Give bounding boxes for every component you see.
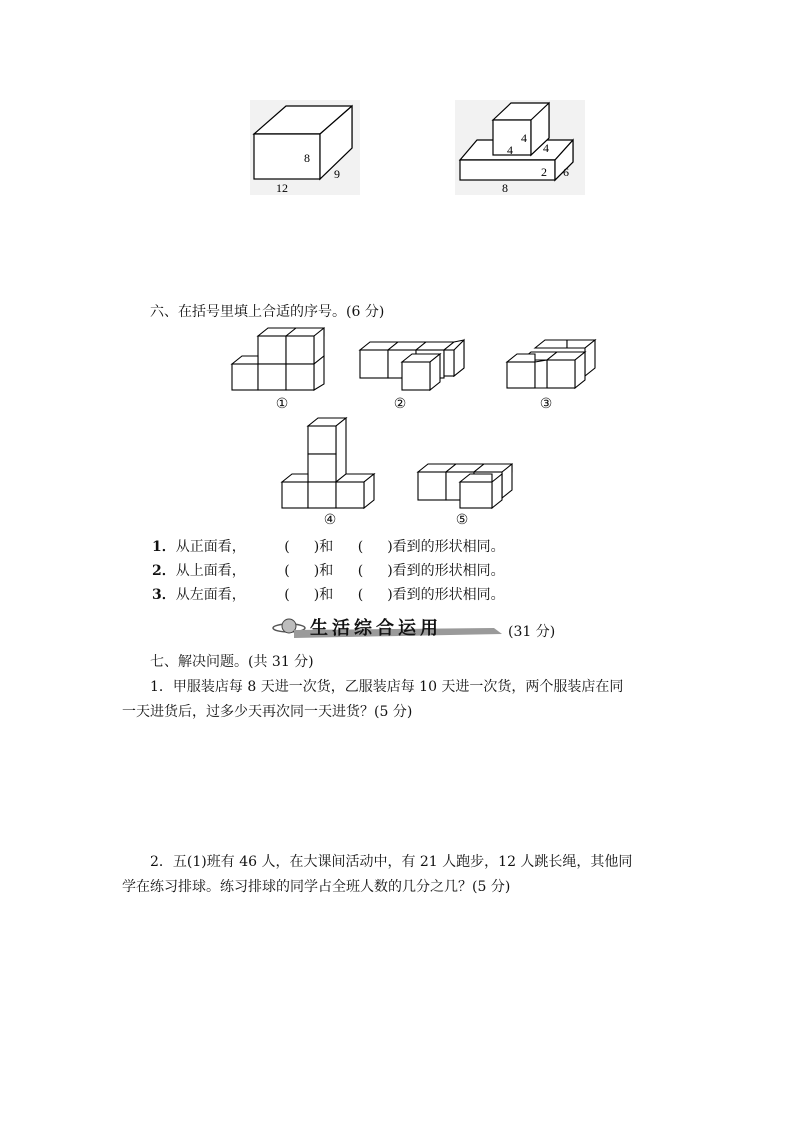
cuboid-figure	[250, 100, 360, 195]
figure-label-2: ②	[393, 396, 407, 412]
cube-figure-5	[416, 462, 514, 510]
cube-figure-1	[230, 326, 326, 392]
banner-title: 生活综合运用	[310, 618, 442, 639]
top-cube-width-label: 4	[507, 143, 513, 157]
cuboid-length-label: 12	[276, 181, 288, 195]
banner-score: (31 分)	[508, 624, 556, 640]
section6-heading: 六、在括号里填上合适的序号。(6 分)	[150, 304, 385, 320]
problem-1-line2: 一天进货后，过多少天再次同一天进货？(5 分)	[122, 704, 413, 720]
cuboid-height-label: 8	[304, 151, 310, 165]
top-cube-depth-label: 4	[543, 141, 549, 155]
cube-figure-2	[358, 338, 466, 392]
cube-figure-4	[280, 416, 378, 510]
problem-1-line1: 1．甲服装店每 8 天进一次货，乙服装店每 10 天进一次货，两个服装店在同	[150, 679, 624, 695]
base-height-label: 2	[541, 165, 547, 179]
question-row: 2．从上面看， ( )和 ( )看到的形状相同。	[152, 563, 505, 579]
section7-heading: 七、解决问题。(共 31 分)	[150, 654, 314, 670]
problem-2-line2: 学在练习排球。练习排球的同学占全班人数的几分之几？(5 分)	[122, 879, 511, 895]
cube-figure-3	[505, 338, 597, 392]
figure-label-5: ⑤	[455, 512, 469, 528]
figure-label-3: ③	[539, 396, 553, 412]
cuboid-width-label: 9	[334, 167, 340, 181]
figure-label-1: ①	[275, 396, 289, 412]
base-length-label: 8	[502, 181, 508, 195]
top-cube-height-label: 4	[521, 131, 527, 145]
section-banner	[272, 614, 512, 642]
base-depth-label: 6	[563, 165, 569, 179]
figure-label-4: ④	[323, 512, 337, 528]
stacked-solids-figure	[455, 100, 585, 195]
question-row: 1．从正面看， ( )和 ( )看到的形状相同。	[152, 539, 505, 555]
question-row: 3．从左面看， ( )和 ( )看到的形状相同。	[152, 587, 505, 603]
problem-2-line1: 2．五(1)班有 46 人，在大课间活动中，有 21 人跑步，12 人跳长绳，其他同	[150, 854, 633, 870]
